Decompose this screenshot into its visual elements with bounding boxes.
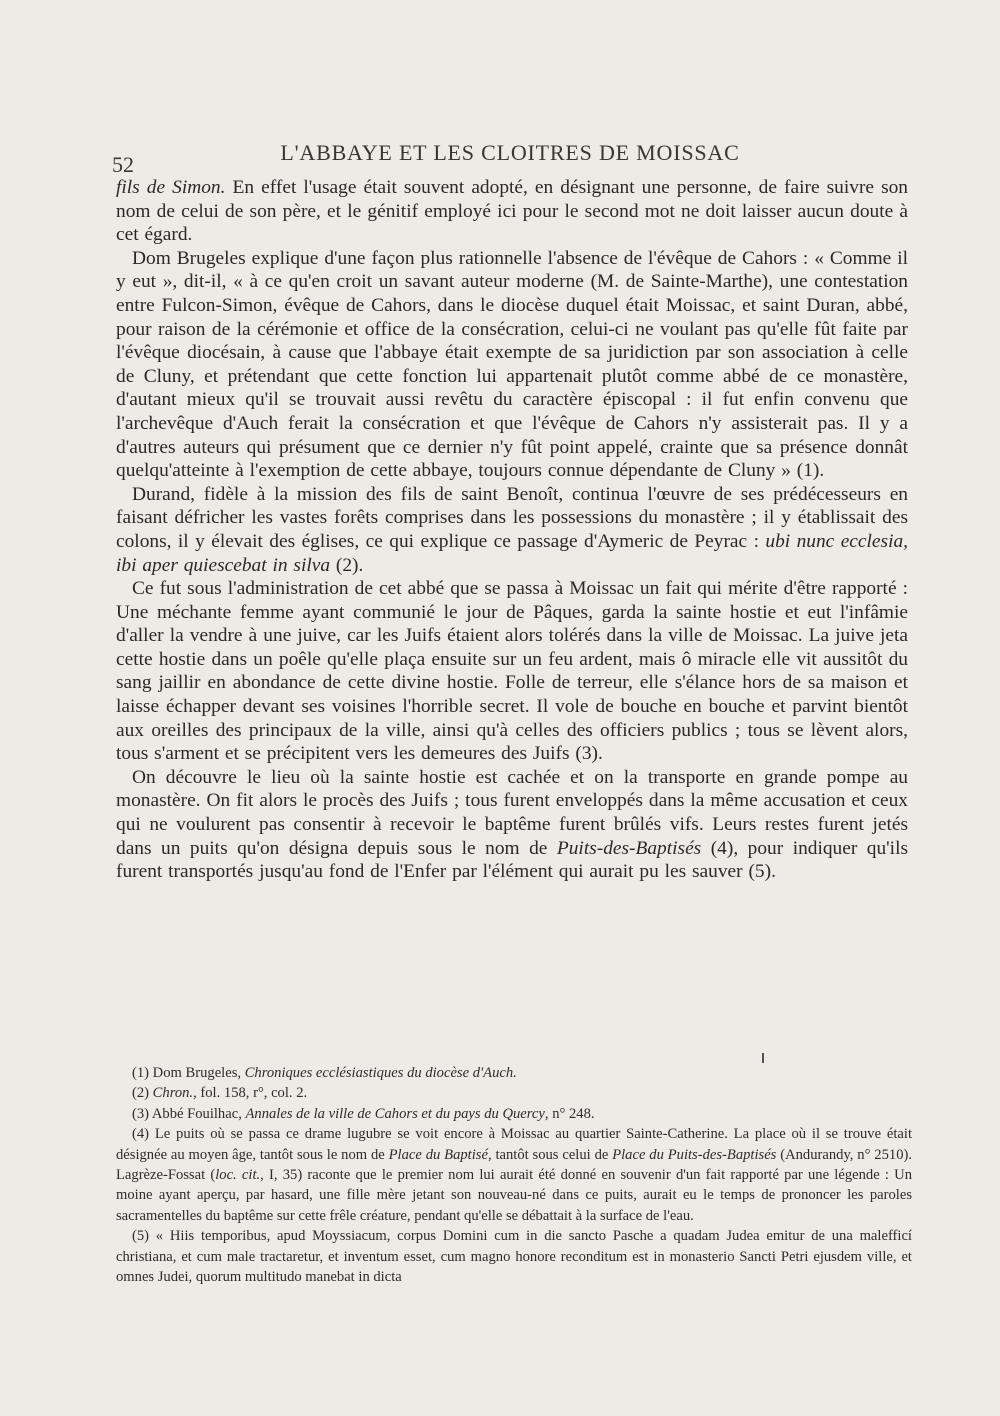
page-number: 52 (112, 152, 134, 177)
footnote-2-number: (2) (132, 1085, 153, 1102)
paragraph-3 (116, 483, 908, 577)
footnote-4 (116, 1124, 912, 1226)
footnote-4-loc-cit: loc. cit. (215, 1167, 261, 1184)
footnote-4-text-a: (4) Le puits où se passa ce drame lugubre se voit encore à Moissac au quartier Sainte-Catherine. La place où il se trouve était désignée au moyen âge, tantôt sous le nom de (116, 1126, 912, 1163)
footnote-1-title: Chroniques ecclésiastiques du diocèse d'Auch. (244, 1065, 517, 1081)
paragraph-1-italic: fils de Simon. (116, 177, 226, 198)
footnote-2-title: Chron. (152, 1085, 194, 1102)
stray-ink-mark (762, 1053, 764, 1063)
footnote-5: (5) « Hiis temporibus, apud Moyssiacum, corpus Domini cum in die sancto Pasche a quadam Judea emitur de una malefficí christiana, et cum male tractaretur, et inventum esset, cum magno honore reconditum est in monasterio Sancti Petri ejusdem ville, et omnes Judei, quorum multitudo manebat in dicta (116, 1228, 912, 1286)
footnote-3-end: , n° 248. (544, 1105, 595, 1122)
paragraph-5 (116, 766, 908, 884)
footnote-2-text: , fol. 158, r°, col. 2. (193, 1085, 308, 1102)
main-text (116, 176, 908, 884)
footnote-3-title: Annales de la ville de Cahors et du pays du Quercy (245, 1105, 545, 1122)
footnotes (116, 1063, 912, 1287)
paragraph-4: Ce fut sous l'administration de cet abbé que se passa à Moissac un fait qui mérite d'être rapporté : Une méchante femme ayant communié le jour de Pâques, garda la sainte hostie et eut l'infâmie d'aller la vendre à une juive, car les Juifs étaient alors tolérés dans la ville de Moissac. La juive jeta cette hostie dans un poêle qu'elle plaça ensuite sur un feu ardent, mais ô miracle elle vit aussitôt du sang jaillir en abondance de cette divine hostie. Folle de terreur, elle s'élance hors de sa maison et laisse échapper devant ses voisines l'horrible secret. Il vole de bouche en bouche et parvint bientôt aux oreilles des principaux de la ville, ainsi qu'à celles des officiers publics ; tous se lèvent alors, tous s'arment et se précipitent vers les demeures des Juifs (3). (116, 578, 908, 765)
footnote-3 (116, 1104, 912, 1124)
footnote-3-text: (3) Abbé Fouilhac, (132, 1105, 246, 1122)
paragraph-5-end: (4), pour indiquer qu'ils furent transportés jusqu'au fond de l'Enfer par l'élément qui aurait pu les sauver (5). (116, 837, 908, 883)
footnote-4-text-d: , I, 35) raconte que le premier nom lui aurait été donné en souvenir d'un fait rapporté par une légende : Un moine ayant aperçu, par hasard, une fille mère jetant son nouveau-né dans ce puits, aurait eu le temps de prononcer les paroles sacramentelles du baptême sur cette frêle créature, pendant qu'elle se débattait à la surface de l'eau. (116, 1167, 912, 1224)
running-title: L'ABBAYE ET LES CLOITRES DE MOISSAC (280, 140, 740, 165)
footnote-1 (116, 1063, 912, 1083)
footnote-4-place-name-1: Place du Baptisé (388, 1146, 488, 1163)
footnote-1-text: (1) Dom Brugeles, (132, 1065, 245, 1081)
paragraph-2: Dom Brugeles explique d'une façon plus rationnelle l'absence de l'évêque de Cahors : « Comme il y eut », dit-il, « à ce qu'en croit un savant auteur moderne (M. de Sainte-Marthe), une contestation entre Fulcon-Simon, évêque de Cahors, dans le diocèse duquel était Moissac, et saint Duran, abbé, pour raison de la cérémonie et office de la consécration, celui-ci ne voulant pas qu'elle fût faite par l'évêque diocésain, à cause que l'abbaye était exempte de sa juridiction par son association à celle de Cluny, et prétendant que cette fonction lui appartenait plutôt comme abbé de ce monastère, d'autant mieux qu'il se trouvait aussi revêtu du caractère épiscopal : il fut enfin convenu que l'archevêque d'Auch ferait la consécration et que l'évêque de Cahors n'y assisterait pas. Il y a d'autres auteurs qui présument que ce dernier n'y fût point appelé, crainte que sa présence donnât quelqu'atteinte à l'exemption de cette abbaye, toujours connue dépendante de Cluny » (1). (116, 247, 908, 482)
paragraph-3-latin-quote: ubi nunc ecclesia, ibi aper quiescebat in silva (116, 530, 908, 576)
footnote-4-place-name-2: Place du Puits-des-Baptisés (612, 1146, 777, 1163)
paragraph-5-italic: Puits-des-Baptisés (556, 837, 702, 859)
footnote-4-text-c: (Andurandy, n° 2510). Lagrèze-Fossat ( (116, 1146, 912, 1184)
footnote-4-text-b: , tantôt sous celui de (487, 1146, 613, 1163)
paragraph-1-text: En effet l'usage était souvent adopté, en désignant une personne, de faire suivre son nom de celui de son père, et le génitif employé ici pour le second mot ne doit laisser aucun doute à cet égard. (116, 177, 909, 246)
paragraph-1 (116, 176, 908, 247)
page-header (110, 138, 910, 177)
paragraph-3-text: Durand, fidèle à la mission des fils de saint Benoît, continua l'œuvre de ses prédécesseurs en faisant défricher les vastes forêts comprises dans les possessions du monastère ; il y établissait des colons, il y élevait des églises, ce qui explique ce passage d'Aymeric de Peyrac : (116, 483, 908, 552)
paragraph-5-text: On découvre le lieu où la sainte hostie est cachée et on la transporte en grande pompe au monastère. On fit alors le procès des Juifs ; tous furent enveloppés dans la même accusation et ceux qui ne voulurent pas consentir à recevoir le baptême furent brûlés vifs. Leurs restes furent jetés dans un puits qu'on désigna depuis sous le nom de (116, 766, 908, 859)
footnote-2 (116, 1083, 912, 1103)
paragraph-3-end: (2). (330, 554, 364, 576)
